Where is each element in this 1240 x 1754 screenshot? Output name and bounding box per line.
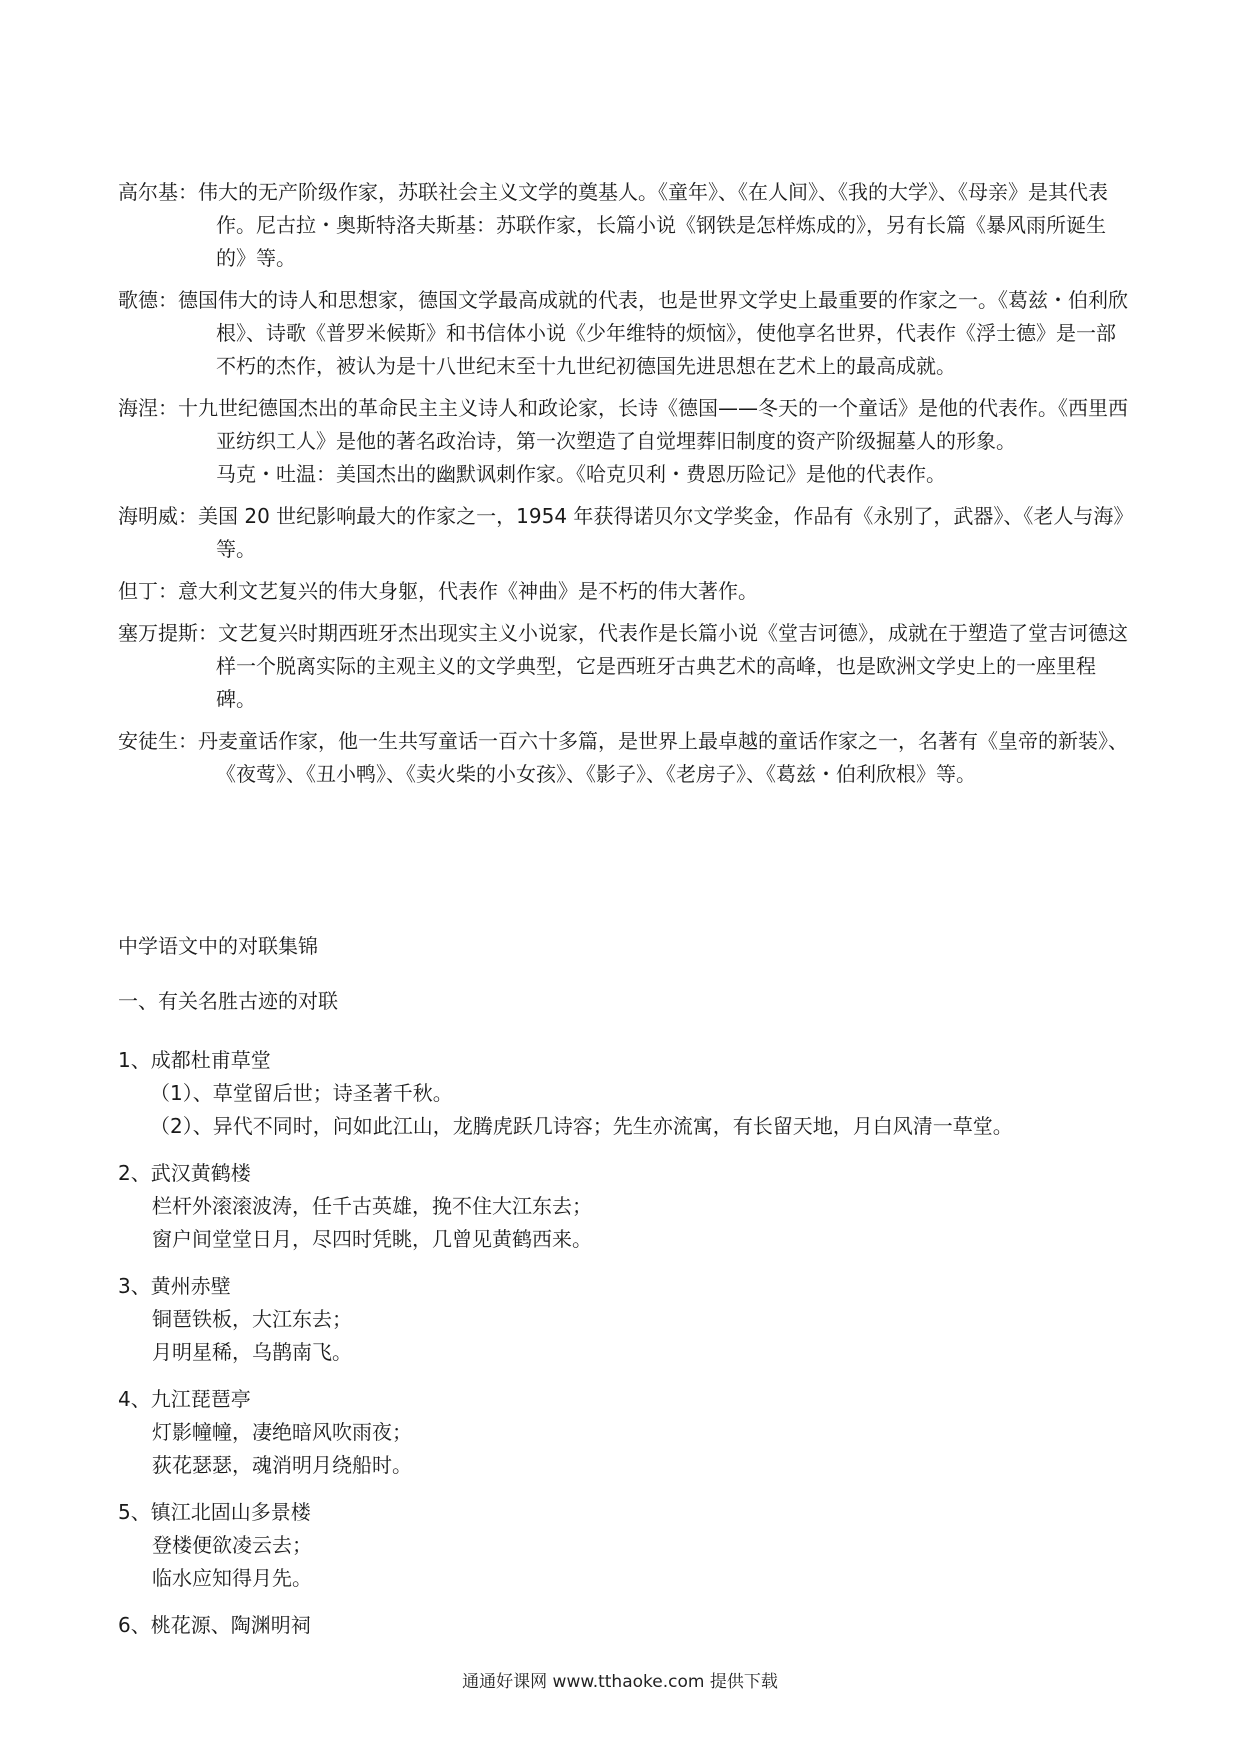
couplet-line: 铜琶铁板，大江东去；: [152, 1307, 352, 1331]
couplet-item: [118, 1383, 1128, 1482]
couplet-item: [118, 1044, 1128, 1143]
author-profiles: [118, 176, 1128, 800]
couplet-title: 1、成都杜甫草堂: [118, 1048, 271, 1072]
couplet-line: 临水应知得月先。: [152, 1566, 312, 1590]
author-entry-cervantes: 塞万提斯：文艺复兴时期西班牙杰出现实主义小说家，代表作是长篇小说《堂吉诃德》，成就在于塑造了堂吉诃德这样一个脱离实际的主观主义的文学典型，它是西班牙古典艺术的高峰，也是欧洲文学史上的一座里程碑。: [118, 621, 1128, 711]
section-heading: 中学语文中的对联集锦: [118, 934, 318, 958]
author-entry-dante: 但丁：意大利文艺复兴的伟大身躯，代表作《神曲》是不朽的伟大著作。: [118, 579, 758, 603]
author-entry-mark-twain: 马克・吐温：美国杰出的幽默讽刺作家。《哈克贝利・费恩历险记》是他的代表作。: [216, 462, 946, 486]
section-subheading: 一、有关名胜古迹的对联: [118, 989, 338, 1013]
couplet-line: 灯影幢幢，凄绝暗风吹雨夜；: [152, 1420, 412, 1444]
author-entry-andersen: 安徒生：丹麦童话作家，他一生共写童话一百六十多篇，是世界上最卓越的童话作家之一，名著有《皇帝的新装》、《夜莺》、《丑小鸭》、《卖火柴的小女孩》、《影子》、《老房子》、《葛兹・伯利欣根》等。: [118, 729, 1128, 786]
couplet-item: [118, 1609, 1128, 1642]
couplet-title: 6、桃花源、陶渊明祠: [118, 1613, 311, 1637]
couplet-line: （1）、草堂留后世；诗圣著千秋。: [150, 1081, 453, 1105]
author-entry-goethe: 歌德：德国伟大的诗人和思想家，德国文学最高成就的代表，也是世界文学史上最重要的作家之一。《葛兹・伯利欣根》、诗歌《普罗米候斯》和书信体小说《少年维特的烦恼》，使他享名世界，代表作《浮士德》是一部不朽的杰作，被认为是十八世纪末至十九世纪初德国先进思想在艺术上的最高成就。: [118, 288, 1128, 378]
couplet-line: 栏杆外滚滚波涛，任千古英雄，挽不住大江东去；: [152, 1194, 592, 1218]
author-entry-heine: 海涅：十九世纪德国杰出的革命民主主义诗人和政论家，长诗《德国——冬天的一个童话》是他的代表作。《西里西亚纺织工人》是他的著名政治诗，第一次塑造了自觉埋葬旧制度的资产阶级掘墓人的形象。: [118, 396, 1128, 453]
couplet-line: 登楼便欲凌云去；: [152, 1533, 312, 1557]
couplet-title: 5、镇江北固山多景楼: [118, 1500, 311, 1524]
couplet-line: （2）、异代不同时，问如此江山，龙腾虎跃几诗容；先生亦流寓，有长留天地，月白风清一草堂。: [150, 1114, 1013, 1138]
couplet-line: 荻花瑟瑟，魂消明月绕船时。: [152, 1453, 412, 1477]
couplet-line: 窗户间堂堂日月，尽四时凭眺，几曾见黄鹤西来。: [152, 1227, 592, 1251]
couplet-title: 4、九江琵琶亭: [118, 1387, 251, 1411]
couplet-title: 2、武汉黄鹤楼: [118, 1161, 251, 1185]
couplets-section: [118, 930, 1128, 1656]
author-entry-hemingway: 海明威：美国 20 世纪影响最大的作家之一，1954 年获得诺贝尔文学奖金，作品有《永别了，武器》、《老人与海》等。: [118, 504, 1124, 561]
couplet-item: [118, 1270, 1128, 1369]
page-footer: 通通好课网 www.tthaoke.com 提供下载: [462, 1672, 778, 1692]
couplet-line: 月明星稀，乌鹊南飞。: [152, 1340, 352, 1364]
author-entry-gorky: 高尔基：伟大的无产阶级作家，苏联社会主义文学的奠基人。《童年》、《在人间》、《我的大学》、《母亲》是其代表作。尼古拉・奥斯特洛夫斯基：苏联作家，长篇小说《钢铁是怎样炼成的》，另有长篇《暴风雨所诞生的》等。: [118, 180, 1108, 270]
couplet-item: [118, 1157, 1128, 1256]
couplet-item: [118, 1496, 1128, 1595]
couplet-title: 3、黄州赤壁: [118, 1274, 231, 1298]
